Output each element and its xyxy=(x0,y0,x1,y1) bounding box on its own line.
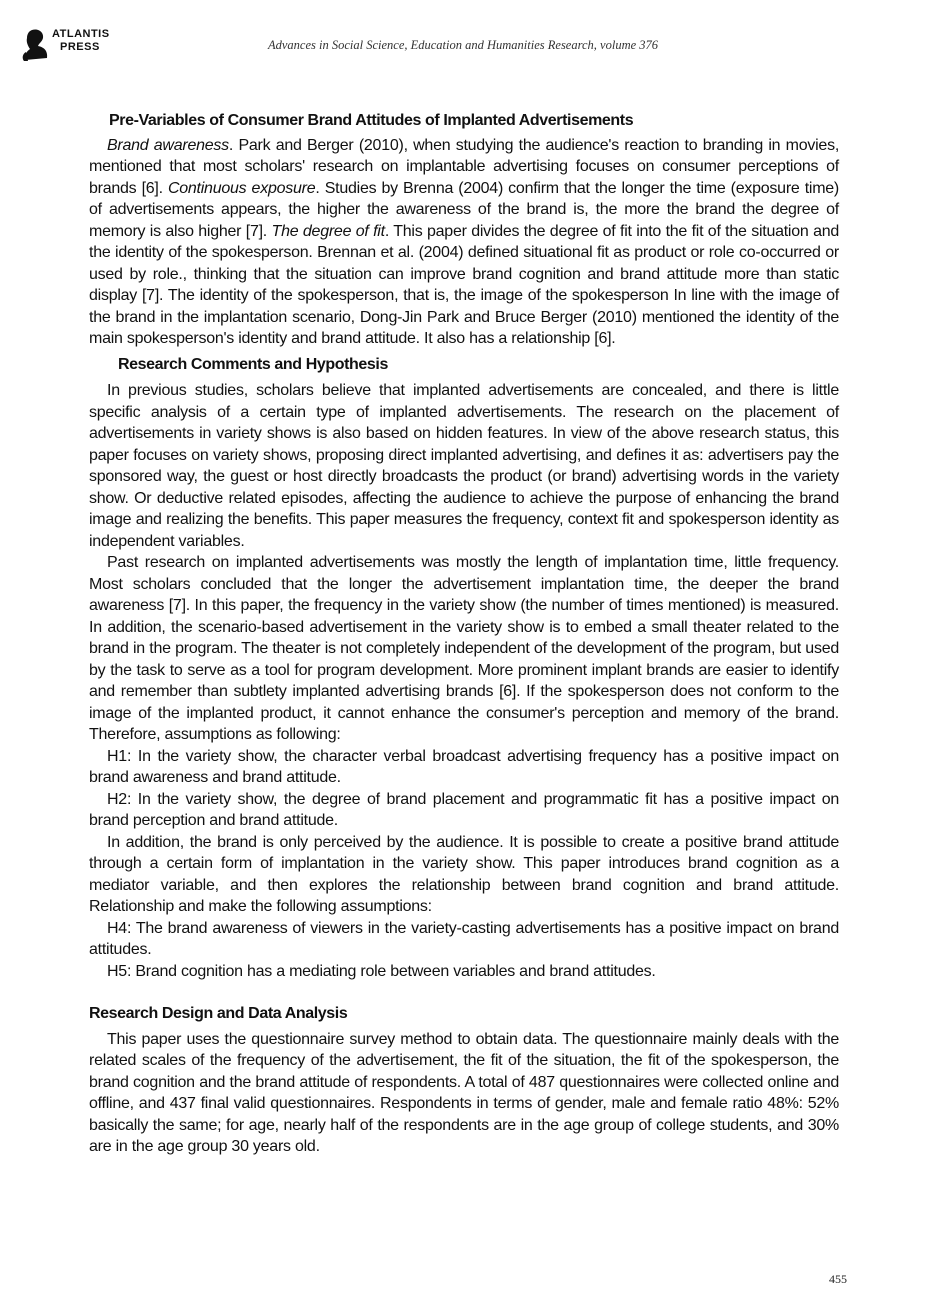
paragraph-pre-variables xyxy=(89,135,839,350)
logo-text-line2: PRESS xyxy=(60,41,100,53)
text-span: . Park and Berger (2010), when studying the audience's reaction to branding in movies, mentioned that most scholars' research on implantable advertising focuses on consumer perceptions of brands [6]. xyxy=(89,136,840,197)
section-heading-research-design: Research Design and Data Analysis xyxy=(89,1005,348,1022)
term-brand-awareness: Brand awareness xyxy=(107,136,229,154)
journal-title: Advances in Social Science, Education and Humanities Research, volume 376 xyxy=(267,38,659,52)
text-span: . This paper divides the degree of fit into the fit of the situation and the identity of the spokesperson. Brennan et al. (2004) defined situational fit as product or role co-occurred or used by role., thinking that the situation can improve brand cognition and brand attitude more than static display [7]. The identity of the spokesperson, that is, the image of the spokesperson In line with the image of the brand in the implantation scenario, Dong-Jin Park and Bruce Berger (2010) mentioned the identity of the main spokesperson's identity and brand attitude. It also has a relationship [6]. xyxy=(89,222,840,347)
logo-text-line1: ATLANTIS xyxy=(52,28,110,40)
paragraph: In previous studies, scholars believe that implanted advertisements are concealed, and there is little specific analysis of a certain type of implanted advertisements. The research on the placement of advertisements in variety shows is also based on hidden features. In view of the above research status, this paper focuses on variety shows, proposing direct implanted advertising, and defines it as: advertisers pay the sponsored way, the guest or host directly broadcasts the product (or brand) advertising words in the variety show. Or deductive related episodes, affecting the audience to achieve the purpose of enhancing the brand image and realizing the benefits. This paper measures the frequency, context fit and spokesperson identity as independent variables. xyxy=(89,382,839,550)
hypothesis-h4: H4: The brand awareness of viewers in the variety-casting advertisements has a positive impact on brand attitudes. xyxy=(89,919,839,958)
term-degree-of-fit: The degree of fit xyxy=(271,222,385,240)
term-continuous-exposure: Continuous exposure xyxy=(167,179,316,197)
text-span: . Studies by Brenna (2004) confirm that the longer the time (exposure time) of advertisements appears, the higher the awareness of the brand is, the more the brand the degree of memory is also higher [7]. xyxy=(89,179,839,240)
paragraph: In addition, the brand is only perceived by the audience. It is possible to create a positive brand attitude through a certain form of implantation in the variety show. This paper introduces brand cognition as a mediator variable, and then explores the relationship between brand cognition and brand attitude. Relationship and make the following assumptions: xyxy=(89,833,839,915)
paragraph: Past research on implanted advertisements was mostly the length of implantation time, little frequency. Most scholars concluded that the longer the advertisement implantation time, the deeper the brand awareness [7]. In this paper, the frequency in the variety show (the number of times mentioned) is measured. In addition, the scenario-based advertisement in the variety show is to embed a small theater related to the brand in the program. The theater is not completely independent of the development of the program, but used by the task to serve as a tool for program development. More prominent implant brands are easier to identify and remember than subtlety implanted advertising brands [6]. If the spokesperson does not conform to the image of the implanted product, it cannot enhance the consumer's perception and memory of the brand. Therefore, assumptions as following: xyxy=(89,554,839,743)
page-number: 455 xyxy=(829,1272,847,1286)
hypothesis-h1: H1: In the variety show, the character verbal broadcast advertising frequency has a positive impact on brand awareness and brand attitude. xyxy=(89,747,839,786)
page-content xyxy=(89,110,839,1158)
section-heading-research-comments: Research Comments and Hypothesis xyxy=(118,355,388,373)
hypothesis-h5: H5: Brand cognition has a mediating role between variables and brand attitudes. xyxy=(107,962,656,980)
section-heading-pre-variables: Pre-Variables of Consumer Brand Attitudes of Implanted Advertisements xyxy=(109,112,634,129)
hypothesis-h2: H2: In the variety show, the degree of brand placement and programmatic fit has a positive impact on brand perception and brand attitude. xyxy=(89,790,839,829)
page-header xyxy=(0,0,926,70)
paragraph: This paper uses the questionnaire survey method to obtain data. The questionnaire mainly deals with the related scales of the frequency of the advertisement, the fit of the situation, the fit of the spokesperson, the brand cognition and the brand attitude of respondents. A total of 487 questionnaires were collected online and offline, and 437 final valid questionnaires. Respondents in terms of gender, male and female ratio 48%: 52% basically the same; for age, nearly half of the respondents are in the age group of college students, and 30% are in the age group 30 years old. xyxy=(89,1030,839,1155)
